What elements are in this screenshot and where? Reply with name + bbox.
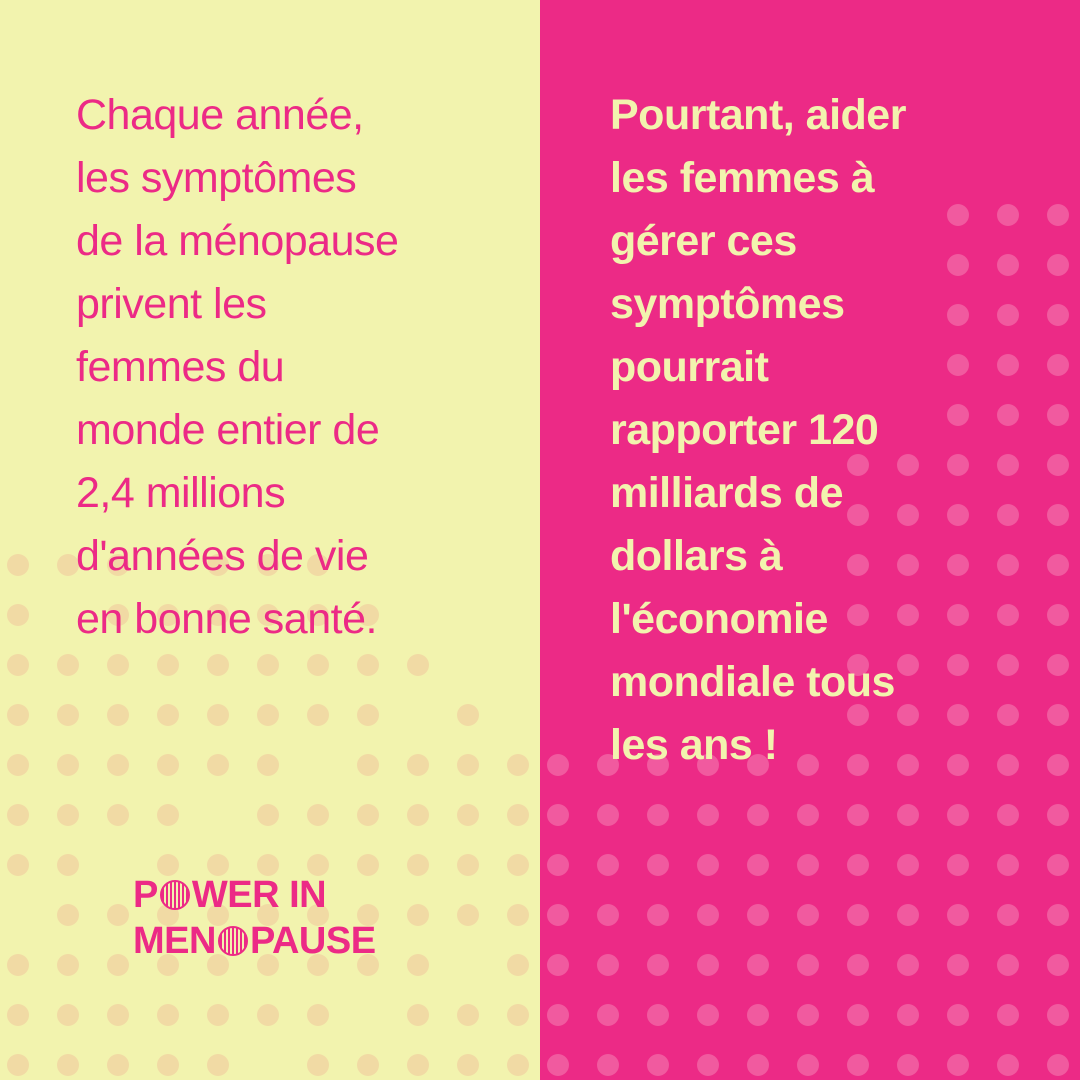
logo-text: P	[133, 874, 158, 916]
decorative-dot	[1047, 704, 1069, 726]
decorative-dot	[797, 904, 819, 926]
left-line: femmes du	[76, 343, 285, 391]
decorative-dot	[1047, 804, 1069, 826]
decorative-dot	[597, 854, 619, 876]
right-line: les femmes à	[610, 154, 875, 202]
left-line: les symptômes	[76, 154, 357, 202]
decorative-dot	[747, 1004, 769, 1026]
logo-line-2	[133, 918, 376, 964]
decorative-dot	[57, 1004, 79, 1026]
decorative-dot	[307, 804, 329, 826]
decorative-dot	[57, 754, 79, 776]
decorative-dot	[407, 854, 429, 876]
decorative-dot	[847, 854, 869, 876]
decorative-dot	[57, 1054, 79, 1076]
decorative-dot	[257, 754, 279, 776]
decorative-dot	[407, 654, 429, 676]
decorative-dot	[7, 604, 29, 626]
decorative-dot	[697, 954, 719, 976]
right-panel	[540, 0, 1080, 1080]
decorative-dot	[457, 804, 479, 826]
decorative-dot	[847, 804, 869, 826]
decorative-dot	[1047, 504, 1069, 526]
right-line: gérer ces	[610, 217, 797, 265]
decorative-dot	[7, 1004, 29, 1026]
decorative-dot	[357, 754, 379, 776]
left-line: monde entier de	[76, 406, 380, 454]
decorative-dot	[407, 804, 429, 826]
decorative-dot	[107, 904, 129, 926]
decorative-dot	[647, 1004, 669, 1026]
decorative-dot	[107, 754, 129, 776]
decorative-dot	[597, 804, 619, 826]
decorative-dot	[997, 1004, 1019, 1026]
decorative-dot	[997, 904, 1019, 926]
decorative-dot	[847, 954, 869, 976]
decorative-dot	[947, 1004, 969, 1026]
decorative-dot	[847, 1004, 869, 1026]
decorative-dot	[407, 754, 429, 776]
decorative-dot	[57, 654, 79, 676]
decorative-dot	[1047, 304, 1069, 326]
right-line: l'économie	[610, 595, 828, 643]
decorative-dot	[257, 1004, 279, 1026]
decorative-dot	[457, 1054, 479, 1076]
decorative-dot	[547, 804, 569, 826]
decorative-dot	[107, 704, 129, 726]
decorative-dot	[307, 704, 329, 726]
decorative-dot	[57, 854, 79, 876]
left-line: Chaque année,	[76, 91, 364, 139]
decorative-dot	[1047, 404, 1069, 426]
decorative-dot	[107, 1054, 129, 1076]
decorative-dot	[257, 704, 279, 726]
decorative-dot	[697, 904, 719, 926]
decorative-dot	[897, 804, 919, 826]
decorative-dot	[107, 1004, 129, 1026]
decorative-dot	[257, 654, 279, 676]
brand-logo	[133, 872, 376, 964]
decorative-dot	[797, 804, 819, 826]
decorative-dot	[357, 1054, 379, 1076]
decorative-dot	[357, 804, 379, 826]
decorative-dot	[207, 754, 229, 776]
decorative-dot	[547, 754, 569, 776]
right-line: Pourtant, aider	[610, 91, 906, 139]
decorative-dot	[797, 854, 819, 876]
decorative-dot	[457, 854, 479, 876]
decorative-dot	[107, 954, 129, 976]
decorative-dot	[7, 754, 29, 776]
decorative-dot	[207, 1004, 229, 1026]
decorative-dot	[207, 704, 229, 726]
decorative-dot	[947, 904, 969, 926]
decorative-dot	[1047, 604, 1069, 626]
decorative-dot	[947, 854, 969, 876]
decorative-dot	[547, 954, 569, 976]
logo-text: MEN	[133, 920, 216, 962]
decorative-dot	[747, 904, 769, 926]
decorative-dot	[357, 654, 379, 676]
decorative-dot	[507, 854, 529, 876]
decorative-dot	[7, 854, 29, 876]
decorative-dot	[547, 1054, 569, 1076]
decorative-dot	[647, 954, 669, 976]
decorative-dot	[7, 804, 29, 826]
decorative-dot	[1047, 204, 1069, 226]
decorative-dot	[157, 654, 179, 676]
right-line: mondiale tous	[610, 658, 895, 706]
decorative-dot	[7, 654, 29, 676]
decorative-dot	[207, 1054, 229, 1076]
decorative-dot	[1047, 554, 1069, 576]
decorative-dot	[747, 1054, 769, 1076]
decorative-dot	[897, 1004, 919, 1026]
decorative-dot	[797, 1054, 819, 1076]
decorative-dot	[407, 954, 429, 976]
gradient-circle-icon	[218, 926, 248, 956]
right-line: symptômes	[610, 280, 845, 328]
decorative-dot	[697, 1054, 719, 1076]
decorative-dot	[357, 704, 379, 726]
decorative-dot	[57, 904, 79, 926]
decorative-dot	[897, 1054, 919, 1076]
decorative-dot	[407, 1004, 429, 1026]
decorative-dot	[597, 1054, 619, 1076]
left-line: de la ménopause	[76, 217, 399, 265]
decorative-dot	[307, 1004, 329, 1026]
decorative-dot	[1047, 454, 1069, 476]
decorative-dot	[997, 1054, 1019, 1076]
decorative-dot	[697, 804, 719, 826]
decorative-dot	[307, 1054, 329, 1076]
decorative-dot	[547, 904, 569, 926]
left-line: d'années de vie	[76, 532, 369, 580]
decorative-dot	[697, 1004, 719, 1026]
decorative-dot	[947, 804, 969, 826]
decorative-dot	[57, 804, 79, 826]
decorative-dot	[647, 854, 669, 876]
left-line: 2,4 millions	[76, 469, 286, 517]
decorative-dot	[107, 654, 129, 676]
decorative-dot	[7, 554, 29, 576]
decorative-dot	[897, 854, 919, 876]
decorative-dot	[947, 1054, 969, 1076]
decorative-dot	[897, 904, 919, 926]
decorative-dot	[507, 804, 529, 826]
decorative-dot	[57, 704, 79, 726]
decorative-dot	[797, 1004, 819, 1026]
decorative-dot	[7, 1054, 29, 1076]
decorative-dot	[747, 954, 769, 976]
decorative-dot	[597, 904, 619, 926]
decorative-dot	[157, 754, 179, 776]
decorative-dot	[507, 1004, 529, 1026]
decorative-dot	[307, 654, 329, 676]
decorative-dot	[7, 954, 29, 976]
decorative-dot	[997, 804, 1019, 826]
decorative-dot	[157, 804, 179, 826]
logo-line-1	[133, 872, 376, 918]
decorative-dot	[897, 954, 919, 976]
decorative-dot	[157, 1054, 179, 1076]
decorative-dot	[57, 954, 79, 976]
logo-text: WER IN	[191, 874, 327, 916]
decorative-dot	[647, 804, 669, 826]
right-line: rapporter 120	[610, 406, 879, 454]
decorative-dot	[647, 1054, 669, 1076]
decorative-dot	[1047, 904, 1069, 926]
right-line: les ans !	[610, 721, 778, 769]
decorative-dot	[1047, 854, 1069, 876]
left-line: privent les	[76, 280, 267, 328]
decorative-dot	[997, 954, 1019, 976]
decorative-dot	[1047, 654, 1069, 676]
decorative-dot	[547, 1004, 569, 1026]
decorative-dot	[947, 954, 969, 976]
decorative-dot	[997, 854, 1019, 876]
right-statement	[610, 84, 1050, 777]
decorative-dot	[7, 704, 29, 726]
decorative-dot	[207, 654, 229, 676]
decorative-dot	[797, 954, 819, 976]
decorative-dot	[107, 804, 129, 826]
logo-text: PAUSE	[249, 920, 376, 962]
decorative-dot	[457, 754, 479, 776]
decorative-dot	[597, 1004, 619, 1026]
decorative-dot	[847, 1054, 869, 1076]
decorative-dot	[157, 1004, 179, 1026]
right-line: dollars à	[610, 532, 783, 580]
left-line: en bonne santé.	[76, 595, 377, 643]
decorative-dot	[257, 804, 279, 826]
decorative-dot	[647, 904, 669, 926]
decorative-dot	[747, 854, 769, 876]
decorative-dot	[407, 904, 429, 926]
decorative-dot	[547, 854, 569, 876]
decorative-dot	[507, 954, 529, 976]
right-line: pourrait	[610, 343, 769, 391]
decorative-dot	[1047, 354, 1069, 376]
decorative-dot	[697, 854, 719, 876]
decorative-dot	[1047, 954, 1069, 976]
left-statement	[76, 84, 516, 651]
decorative-dot	[1047, 254, 1069, 276]
decorative-dot	[507, 754, 529, 776]
decorative-dot	[597, 954, 619, 976]
decorative-dot	[1047, 754, 1069, 776]
right-line: milliards de	[610, 469, 843, 517]
decorative-dot	[847, 904, 869, 926]
decorative-dot	[157, 704, 179, 726]
decorative-dot	[1047, 1004, 1069, 1026]
decorative-dot	[457, 1004, 479, 1026]
decorative-dot	[747, 804, 769, 826]
decorative-dot	[457, 904, 479, 926]
decorative-dot	[507, 1054, 529, 1076]
decorative-dot	[1047, 1054, 1069, 1076]
decorative-dot	[457, 704, 479, 726]
gradient-circle-icon	[160, 880, 190, 910]
decorative-dot	[507, 904, 529, 926]
decorative-dot	[407, 1054, 429, 1076]
